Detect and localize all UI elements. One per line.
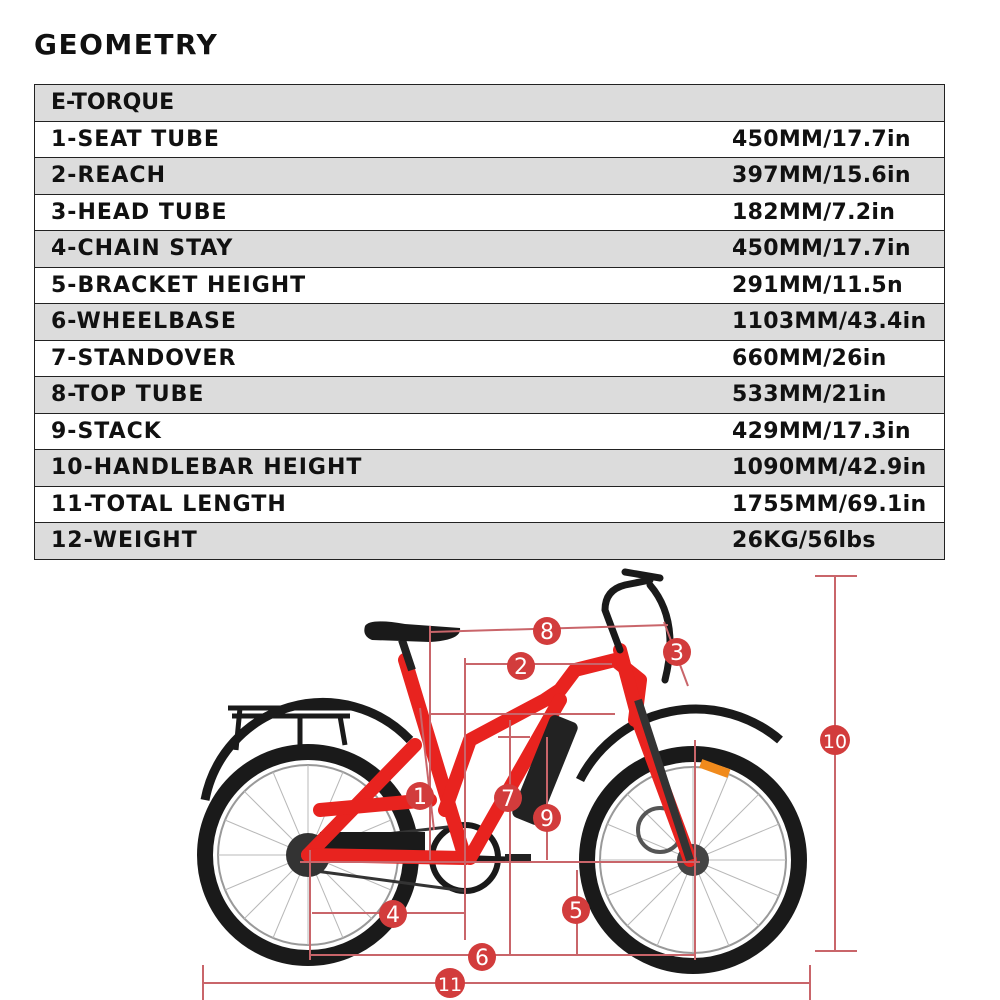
row-value: 1755MM/69.1in xyxy=(732,486,945,523)
row-value: 660MM/26in xyxy=(732,340,945,377)
row-value: 1103MM/43.4in xyxy=(732,304,945,341)
model-name: E-TORQUE xyxy=(35,85,945,122)
table-row xyxy=(35,194,945,231)
marker-6 xyxy=(468,943,496,971)
row-label: 4-CHAIN STAY xyxy=(35,231,733,268)
svg-text:1: 1 xyxy=(413,785,427,810)
table-row xyxy=(35,267,945,304)
marker-4 xyxy=(379,900,407,928)
svg-text:8: 8 xyxy=(540,620,554,645)
bike-geometry-diagram xyxy=(0,556,1000,1000)
table-row xyxy=(35,450,945,487)
svg-text:9: 9 xyxy=(540,807,554,832)
marker-8 xyxy=(533,617,561,645)
row-value: 1090MM/42.9in xyxy=(732,450,945,487)
row-label: 2-REACH xyxy=(35,158,733,195)
row-value: 450MM/17.7in xyxy=(732,121,945,158)
marker-7 xyxy=(494,784,522,812)
marker-5 xyxy=(562,896,590,924)
geometry-table xyxy=(34,84,945,560)
marker-2 xyxy=(507,652,535,680)
row-value: 429MM/17.3in xyxy=(732,413,945,450)
row-label: 5-BRACKET HEIGHT xyxy=(35,267,733,304)
page-title: GEOMETRY xyxy=(34,28,219,61)
svg-text:10: 10 xyxy=(822,731,848,753)
row-label: 8-TOP TUBE xyxy=(35,377,733,414)
saddle xyxy=(364,621,460,670)
row-label: 3-HEAD TUBE xyxy=(35,194,733,231)
svg-text:2: 2 xyxy=(514,655,528,680)
row-value: 533MM/21in xyxy=(732,377,945,414)
row-label: 6-WHEELBASE xyxy=(35,304,733,341)
marker-10 xyxy=(820,725,850,755)
table-row xyxy=(35,413,945,450)
marker-1 xyxy=(406,782,434,810)
svg-text:11: 11 xyxy=(437,974,463,996)
table-header-row xyxy=(35,85,945,122)
row-label: 11-TOTAL LENGTH xyxy=(35,486,733,523)
svg-text:3: 3 xyxy=(670,641,684,666)
row-label: 1-SEAT TUBE xyxy=(35,121,733,158)
table-row xyxy=(35,231,945,268)
marker-3 xyxy=(663,638,691,666)
table-row xyxy=(35,121,945,158)
marker-11 xyxy=(435,968,465,998)
row-value: 397MM/15.6in xyxy=(732,158,945,195)
row-label: 12-WEIGHT xyxy=(35,523,733,560)
table-row xyxy=(35,486,945,523)
table-row xyxy=(35,523,945,560)
table-row xyxy=(35,304,945,341)
row-value: 291MM/11.5n xyxy=(732,267,945,304)
row-label: 10-HANDLEBAR HEIGHT xyxy=(35,450,733,487)
row-label: 9-STACK xyxy=(35,413,733,450)
bike-frame xyxy=(308,650,690,860)
svg-text:6: 6 xyxy=(475,946,489,971)
marker-9 xyxy=(533,804,561,832)
table-row xyxy=(35,377,945,414)
svg-text:4: 4 xyxy=(386,903,400,928)
row-label: 7-STANDOVER xyxy=(35,340,733,377)
table-row xyxy=(35,158,945,195)
svg-text:5: 5 xyxy=(569,899,583,924)
svg-text:7: 7 xyxy=(501,787,515,812)
row-value: 26KG/56lbs xyxy=(732,523,945,560)
table-row xyxy=(35,340,945,377)
row-value: 182MM/7.2in xyxy=(732,194,945,231)
row-value: 450MM/17.7in xyxy=(732,231,945,268)
